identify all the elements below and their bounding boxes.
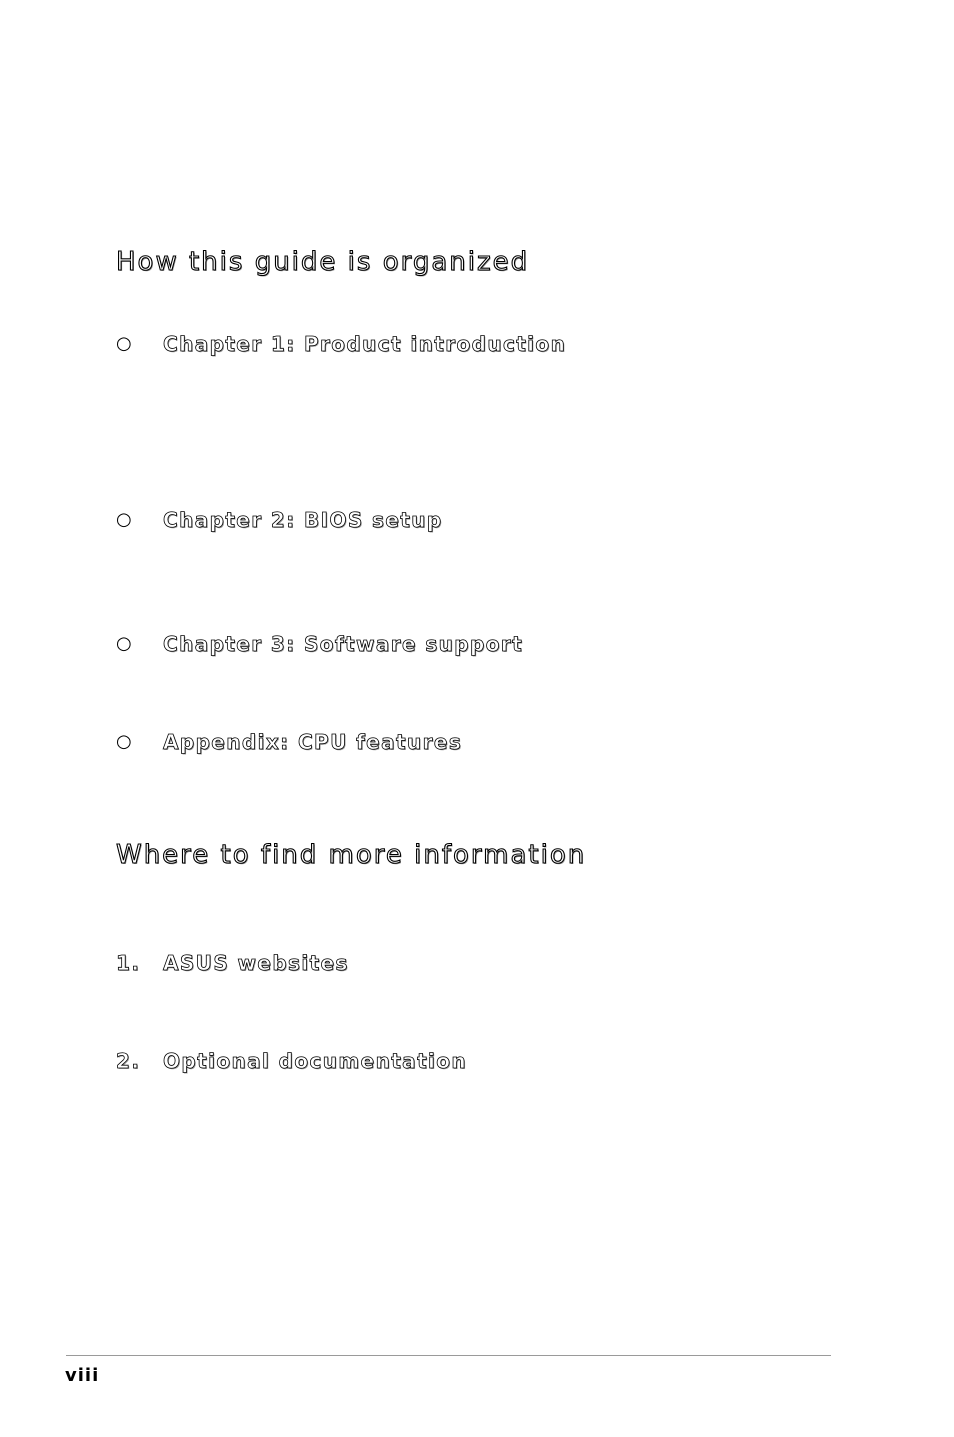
- list-item-label: ASUS websites: [163, 951, 349, 975]
- page-number: viii: [65, 1365, 100, 1386]
- bullet-icon: ○: [116, 333, 134, 354]
- list-item-label: Chapter 2: BIOS setup: [163, 508, 443, 532]
- list-item-label: Chapter 3: Software support: [163, 632, 524, 656]
- list-item-label: Appendix: CPU features: [163, 730, 463, 754]
- section-heading-organization: How this guide is organized: [116, 247, 530, 277]
- list-item-label: Chapter 1: Product introduction: [163, 332, 567, 356]
- list-number: 1.: [116, 951, 141, 975]
- bullet-icon: ○: [116, 633, 134, 654]
- section-heading-more-info: Where to find more information: [116, 840, 587, 870]
- footer-divider: [66, 1355, 831, 1356]
- list-item-label: Optional documentation: [163, 1049, 468, 1073]
- bullet-icon: ○: [116, 509, 134, 530]
- list-number: 2.: [116, 1049, 141, 1073]
- bullet-icon: ○: [116, 731, 134, 752]
